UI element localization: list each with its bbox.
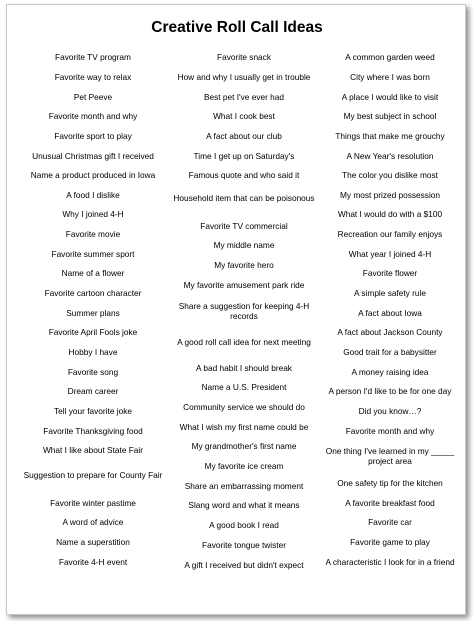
roll-call-idea: Share a suggestion for keeping 4-H records <box>178 301 310 321</box>
roll-call-idea: A fact about Jackson County <box>337 327 443 337</box>
roll-call-idea: A fact about our club <box>206 131 282 141</box>
roll-call-idea: Hobby I have <box>68 347 118 357</box>
roll-call-idea: Favorite TV program <box>55 52 131 62</box>
roll-call-idea: City where I was born <box>350 72 430 82</box>
roll-call-idea: Why I joined 4-H <box>62 209 124 219</box>
roll-call-idea: Did you know…? <box>358 406 422 416</box>
roll-call-idea: Household item that can be poisonous <box>173 193 315 203</box>
roll-call-idea: A good book I read <box>209 520 279 530</box>
roll-call-idea: A simple safety rule <box>354 288 426 298</box>
roll-call-idea: Pet Peeve <box>73 92 113 102</box>
roll-call-idea: My favorite hero <box>214 260 274 270</box>
roll-call-idea: A favorite breakfast food <box>345 498 435 508</box>
roll-call-idea: The color you dislike most <box>342 170 438 180</box>
roll-call-idea: What I wish my first name could be <box>179 422 309 432</box>
roll-call-idea: One safety tip for the kitchen <box>337 478 443 488</box>
roll-call-idea: Summer plans <box>66 308 120 318</box>
roll-call-idea: My favorite ice cream <box>204 461 284 471</box>
roll-call-idea: Favorite month and why <box>345 426 435 436</box>
roll-call-idea: What I would do with a $100 <box>337 209 443 219</box>
roll-call-idea: Time I get up on Saturday's <box>193 151 295 161</box>
roll-call-idea: A characteristic I look for in a friend <box>325 557 455 567</box>
roll-call-idea: My favorite amusement park ride <box>183 280 305 290</box>
roll-call-idea: A fact about Iowa <box>358 308 422 318</box>
roll-call-idea: A good roll call idea for next meeting <box>177 337 311 347</box>
roll-call-idea: A person I'd like to be for one day <box>328 386 452 396</box>
roll-call-idea: A food I dislike <box>66 190 120 200</box>
roll-call-idea: Name of a flower <box>61 268 125 278</box>
roll-call-idea: Favorite song <box>67 367 119 377</box>
roll-call-idea: Favorite cartoon character <box>44 288 142 298</box>
roll-call-idea: Best pet I've ever had <box>204 92 284 102</box>
roll-call-idea: Favorite movie <box>65 229 121 239</box>
roll-call-idea: Favorite month and why <box>48 111 138 121</box>
roll-call-idea: Famous quote and who said it <box>188 170 300 180</box>
roll-call-idea: Unusual Christmas gift I received <box>32 151 154 161</box>
roll-call-idea: Favorite April Fools joke <box>48 327 138 337</box>
roll-call-idea: Favorite Thanksgiving food <box>43 426 143 436</box>
roll-call-idea: Things that make me grouchy <box>335 131 445 141</box>
roll-call-idea: What I like about State Fair <box>42 445 144 455</box>
roll-call-idea: A word of advice <box>62 517 124 527</box>
roll-call-idea: Favorite tongue twister <box>202 540 286 550</box>
roll-call-idea: What year I joined 4-H <box>348 249 432 259</box>
roll-call-idea: A place I would like to visit <box>341 92 439 102</box>
roll-call-idea: Good trait for a babysitter <box>343 347 437 357</box>
roll-call-idea: Name a product produced in Iowa <box>30 170 156 180</box>
roll-call-idea: A New Year's resolution <box>346 151 434 161</box>
roll-call-idea: A common garden weed <box>345 52 435 62</box>
roll-call-idea: Slang word and what it means <box>188 500 300 510</box>
roll-call-idea: Name a superstition <box>56 537 130 547</box>
roll-call-idea: Tell your favorite joke <box>54 406 132 416</box>
roll-call-idea: My middle name <box>213 240 275 250</box>
roll-call-idea: Favorite flower <box>362 268 418 278</box>
roll-call-idea: Share an embarrassing moment <box>184 481 304 491</box>
roll-call-idea: How and why I usually get in trouble <box>177 72 311 82</box>
roll-call-idea: Name a U.S. President <box>201 382 287 392</box>
roll-call-idea: A bad habit I should break <box>196 363 292 373</box>
roll-call-idea: Favorite TV commercial <box>200 221 288 231</box>
roll-call-idea: Dream career <box>67 386 119 396</box>
roll-call-idea: Favorite winter pastime <box>50 498 136 508</box>
roll-call-idea: Suggestion to prepare for County Fair <box>23 470 163 480</box>
roll-call-idea: What I cook best <box>213 111 275 121</box>
roll-call-idea: Favorite sport to play <box>54 131 132 141</box>
roll-call-idea: My most prized possession <box>339 190 441 200</box>
roll-call-idea: Recreation our family enjoys <box>337 229 443 239</box>
roll-call-idea: My best subject in school <box>343 111 437 121</box>
roll-call-idea: Favorite car <box>368 517 412 527</box>
roll-call-idea: A money raising idea <box>351 367 429 377</box>
roll-call-idea: Favorite snack <box>217 52 271 62</box>
roll-call-idea: Favorite game to play <box>350 537 430 547</box>
roll-call-idea: A gift I received but didn't expect <box>184 560 304 570</box>
roll-call-idea: Favorite 4-H event <box>58 557 128 567</box>
roll-call-idea: My grandmother's first name <box>191 441 297 451</box>
page-title: Creative Roll Call Ideas <box>151 19 323 36</box>
roll-call-idea: Community service we should do <box>183 402 305 412</box>
roll-call-idea: Favorite summer sport <box>51 249 135 259</box>
roll-call-idea: One thing I've learned in my _____ project area <box>325 446 455 466</box>
roll-call-idea: Favorite way to relax <box>54 72 132 82</box>
